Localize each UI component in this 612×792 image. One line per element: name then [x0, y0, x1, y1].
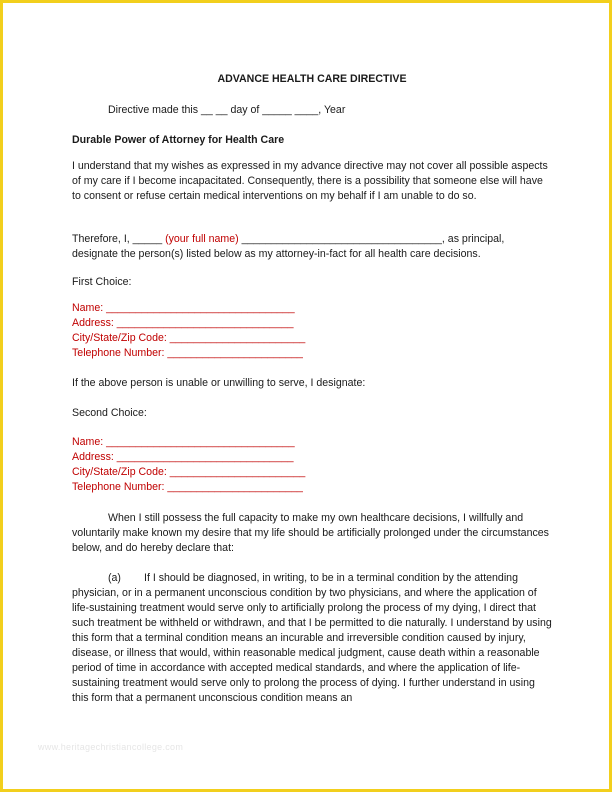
clause-a	[72, 571, 552, 706]
second-choice-label: Second Choice:	[72, 407, 147, 419]
therefore-suffix: __________________________________, as principal,	[238, 233, 505, 245]
directive-date-line: Directive made this __ __ day of _____ ____, Year	[108, 104, 346, 116]
first-choice-phone-field[interactable]: Telephone Number: _______________________	[72, 347, 303, 359]
section-heading: Durable Power of Attorney for Health Care	[72, 134, 285, 146]
second-choice-phone-field[interactable]: Telephone Number: _______________________	[72, 481, 303, 493]
first-choice-city-field[interactable]: City/State/Zip Code: _______________________	[72, 332, 306, 344]
second-choice-address-field[interactable]: Address: ______________________________	[72, 451, 294, 463]
therefore-prefix: Therefore, I, _____	[72, 233, 166, 245]
clause-a-text: If I should be diagnosed, in writing, to be in a terminal condition by the attending physician, or in a permanent unconscious condition by two physicians, and where the application of life-sustaining treatment would serve only to artificially prolong the process of my dying, I direct that such treatment be withheld or withdrawn, and that I be permitted to die naturally. I understand by using this form that a terminal condition means an incurable and irreversible condition caused by injury, disease, or illness that would, within reasonable medical judgment, cause death within a reasonable period of time in accordance with accepted medical standards, and where the application of life-sustaining treatment would serve only to prolong the process of dying. I further understand in using this form that a permanent unconscious condition means an	[72, 572, 552, 704]
first-choice-address-field[interactable]: Address: ______________________________	[72, 317, 294, 329]
second-choice-name-field[interactable]: Name: ________________________________	[72, 436, 295, 448]
capacity-paragraph: When I still possess the full capacity to make my own healthcare decisions, I willfully and voluntarily make known my desire that my life should be artificially prolonged under the circumstances below, and do hereby declare that:	[72, 512, 549, 554]
designate-line: designate the person(s) listed below as my attorney-in-fact for all health care decisions.	[72, 248, 481, 260]
clause-a-label: (a)	[108, 572, 121, 584]
full-name-hint: (your full name)	[165, 233, 239, 245]
intro-paragraph: I understand that my wishes as expressed in my advance directive may not cover all possible aspects of my care if I become incapacitated. Consequently, there is a possibility that someone else will have to consent or refuse certain medical interventions on my behalf if I am unable to do so.	[72, 160, 548, 202]
first-choice-label: First Choice:	[72, 276, 132, 288]
unable-to-serve-line: If the above person is unable or unwilling to serve, I designate:	[72, 377, 366, 389]
document-title: ADVANCE HEALTH CARE DIRECTIVE	[217, 73, 407, 85]
first-choice-name-field[interactable]: Name: ________________________________	[72, 302, 295, 314]
therefore-line	[72, 232, 504, 247]
second-choice-city-field[interactable]: City/State/Zip Code: _______________________	[72, 466, 306, 478]
watermark: www.heritagechristiancollege.com	[38, 742, 184, 752]
